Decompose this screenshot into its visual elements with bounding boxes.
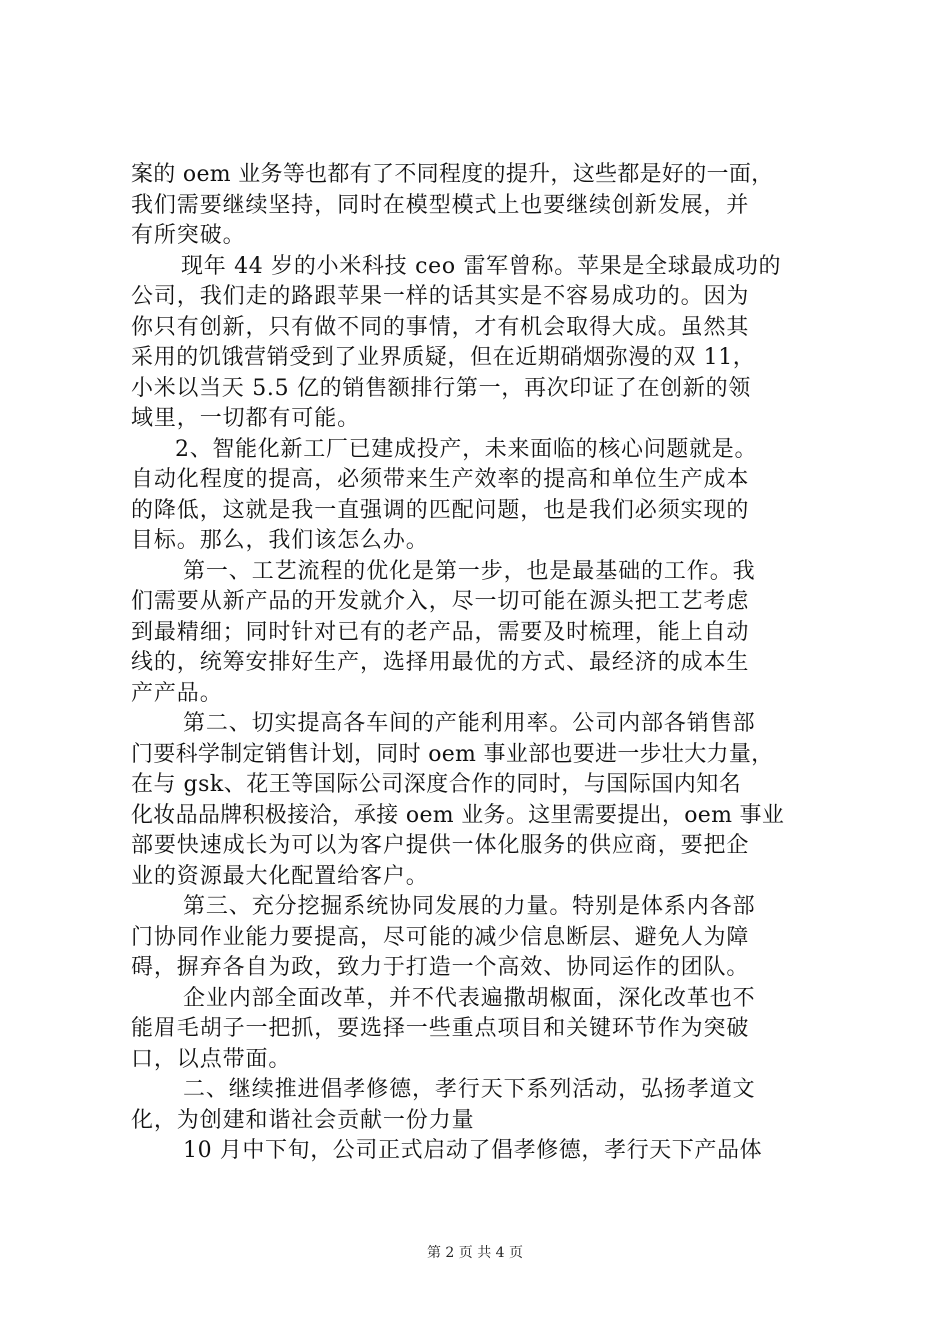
text-line: 化妆品品牌积极接洽，承接 oem 业务。这里需要提出，oem 事业	[131, 802, 785, 828]
text-line: 到最精细；同时针对已有的老产品，需要及时梳理，能上自动	[131, 619, 750, 645]
text-line: 线的，统筹安排好生产，选择用最优的方式、最经济的成本生	[131, 650, 750, 675]
text-line: 采用的饥饿营销受到了业界质疑，但在近期硝烟弥漫的双 11，	[131, 345, 756, 370]
text-line: 碍，摒弃各自为政，致力于打造一个高效、协同运作的团队。	[131, 955, 750, 980]
text-line: 门协同作业能力要提高，尽可能的减少信息断层、避免人为障	[131, 924, 750, 950]
text-line: 你只有创新，只有做不同的事情，才有机会取得大成。虽然其	[131, 314, 750, 340]
text-line: 部要快速成长为可以为客户提供一体化服务的供应商，要把企	[131, 833, 750, 858]
text-line: 我们需要继续坚持，同时在模型模式上也要继续创新发展，并	[131, 192, 750, 218]
page-number-footer: 第 2 页 共 4 页	[426, 1245, 524, 1261]
text-line: 的降低，这就是我一直强调的匹配问题，也是我们必须实现的	[131, 497, 750, 523]
text-line: 门要科学制定销售计划，同时 oem 事业部也要进一步壮大力量，	[131, 741, 774, 767]
text-line: 们需要从新产品的开发就介入，尽一切可能在源头把工艺考虑	[131, 589, 750, 614]
text-line: 第一、工艺流程的优化是第一步，也是最基础的工作。我	[183, 558, 756, 584]
text-line: 公司，我们走的路跟苹果一样的话其实是不容易成功的。因为	[131, 284, 750, 309]
text-line: 企业内部全面改革，并不代表遍撒胡椒面，深化改革也不	[183, 985, 756, 1011]
text-line: 案的 oem 业务等也都有了不同程度的提升，这些都是好的一面，	[131, 162, 774, 187]
text-line: 第三、充分挖掘系统协同发展的力量。特别是体系内各部	[183, 894, 756, 919]
text-line: 目标。那么，我们该怎么办。	[131, 528, 429, 553]
text-line: 口，以点带面。	[131, 1046, 292, 1072]
text-line: 小米以当天 5.5 亿的销售额排行第一，再次印证了在创新的领	[131, 375, 751, 401]
paragraph	[131, 709, 831, 892]
paragraph	[131, 252, 831, 435]
text-line: 化，为创建和谐社会贡献一份力量	[131, 1107, 475, 1133]
paragraph	[131, 435, 831, 557]
paragraph	[131, 160, 831, 252]
document-body	[131, 160, 831, 1167]
text-line: 现年 44 岁的小米科技 ceo 雷军曾称。苹果是全球最成功的	[181, 253, 782, 279]
text-line: 二、继续推进倡孝修德，孝行天下系列活动，弘扬孝道文	[183, 1077, 756, 1102]
text-line: 有所突破。	[131, 223, 246, 248]
text-line: 10 月中下旬，公司正式启动了倡孝修德，孝行天下产品体	[183, 1138, 763, 1163]
text-line: 业的资源最大化配置给客户。	[131, 863, 429, 889]
paragraph	[131, 1075, 831, 1136]
text-line: 产产品。	[131, 680, 223, 706]
text-line: 2、智能化新工厂已建成投产，未来面临的核心问题就是。	[175, 436, 758, 462]
text-line: 自动化程度的提高，必须带来生产效率的提高和单位生产成本	[131, 467, 750, 492]
paragraph	[131, 1136, 831, 1167]
text-line: 域里，一切都有可能。	[131, 406, 361, 431]
text-line: 第二、切实提高各车间的产能利用率。公司内部各销售部	[183, 711, 756, 736]
text-line: 能眉毛胡子一把抓，要选择一些重点项目和关键环节作为突破	[131, 1016, 750, 1041]
text-line: 在与 gsk、花王等国际公司深度合作的同时，与国际国内知名	[131, 772, 742, 797]
paragraph	[131, 557, 831, 710]
paragraph	[131, 892, 831, 984]
paragraph	[131, 984, 831, 1076]
